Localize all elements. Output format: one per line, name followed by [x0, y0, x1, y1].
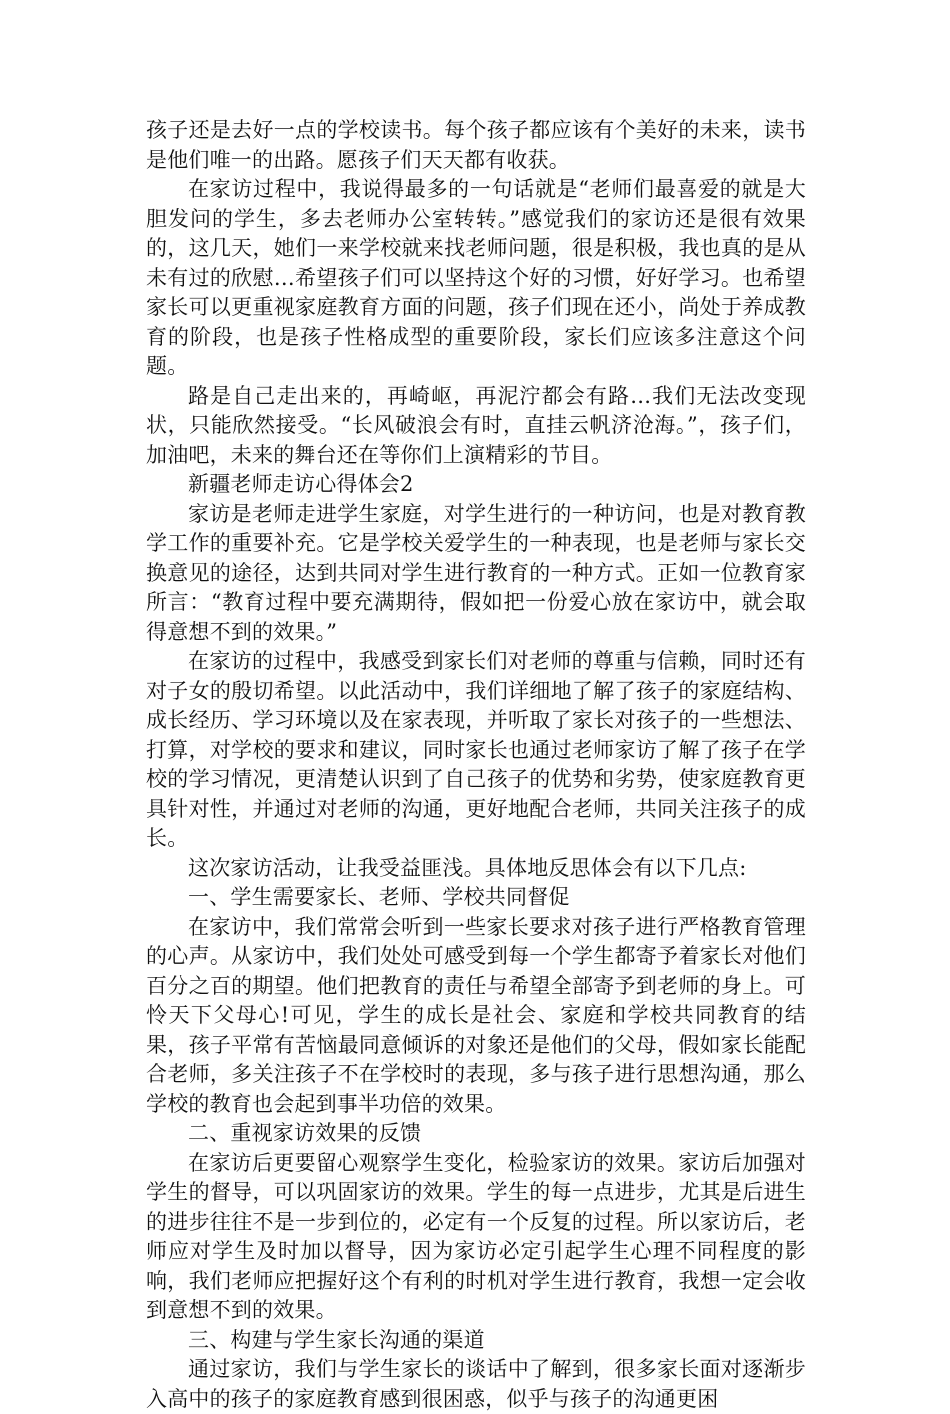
paragraph-continuation: 孩子还是去好一点的学校读书。每个孩子都应该有个美好的未来，读书是他们唯一的出路。愿孩子们天天都有收获。 — [146, 118, 806, 172]
subheading-point-3: 三、构建与学生家长沟通的渠道 — [188, 1327, 485, 1352]
paragraph-point-3: 通过家访，我们与学生家长的谈话中了解到，很多家长面对逐渐步入高中的孩子的家庭教育感到很困惑，似乎与孩子的沟通更困 — [146, 1357, 806, 1411]
document-page — [146, 116, 806, 1414]
paragraph-parents-trust: 在家访的过程中，我感受到家长们对老师的尊重与信赖，同时还有对子女的殷切希望。以此活动中，我们详细地了解了孩子的家庭结构、成长经历、学习环境以及在家表现，并听取了家长对孩子的一些想法、打算，对学校的要求和建议，同时家长也通过老师家访了解了孩子在学校的学习情况，更清楚认识到了自己孩子的优势和劣势，使家庭教育更具针对性，并通过对老师的沟通，更好地配合老师，共同关注孩子的成长。 — [146, 649, 806, 850]
paragraph-road-ahead: 路是自己走出来的，再崎岖，再泥泞都会有路…我们无法改变现状，只能欣然接受。“长风破浪会有时，直挂云帆济沧海。”，孩子们，加油吧，未来的舞台还在等你们上演精彩的节目。 — [146, 383, 806, 467]
paragraph-point-2: 在家访后更要留心观察学生变化，检验家访的效果。家访后加强对学生的督导，可以巩固家访的效果。学生的每一点进步，尤其是后进生的进步往往不是一步到位的，必定有一个反复的过程。所以家访后，老师应对学生及时加以督导，因为家访必定引起学生心理不同程度的影响，我们老师应把握好这个有利的时机对学生进行教育，我想一定会收到意想不到的效果。 — [146, 1150, 806, 1322]
paragraph-home-visit-definition: 家访是老师走进学生家庭，对学生进行的一种访问，也是对教育教学工作的重要补充。它是学校关爱学生的一种表现，也是老师与家长交换意见的途径，达到共同对学生进行教育的一种方式。正如一位教育家所言：“教育过程中要充满期待，假如把一份爱心放在家访中，就会取得意想不到的效果。” — [146, 501, 806, 644]
subheading-point-2: 二、重视家访效果的反馈 — [188, 1121, 422, 1145]
paragraph-reflection-intro: 这次家访活动，让我受益匪浅。具体地反思体会有以下几点: — [188, 855, 747, 880]
paragraph-home-visit-process: 在家访过程中，我说得最多的一句话就是“老师们最喜爱的就是大胆发问的学生，多去老师办公室转转。”感觉我们的家访还是很有效果的，这几天，她们一来学校就来找老师问题，很是积极，我也真的是从未有过的欣慰…希望孩子们可以坚持这个好的习惯，好好学习。也希望家长可以更重视家庭教育方面的问题，孩子们现在还小，尚处于养成教育的阶段，也是孩子性格成型的重要阶段，家长们应该多注意这个问题。 — [146, 177, 806, 378]
paragraph-point-1: 在家访中，我们常常会听到一些家长要求对孩子进行严格教育管理的心声。从家访中，我们处处可感受到每一个学生都寄予着家长对他们百分之百的期望。他们把教育的责任与希望全部寄予到老师的身上。可怜天下父母心!可见，学生的成长是社会、家庭和学校共同教育的结果，孩子平常有苦恼最同意倾诉的对象还是他们的父母，假如家长能配合老师，多关注孩子不在学校时的表现，多与孩子进行思想沟通，那么学校的教育也会起到事半功倍的效果。 — [146, 914, 806, 1116]
section-heading-experience-2: 新疆老师走访心得体会2 — [188, 472, 414, 496]
subheading-point-1: 一、学生需要家长、老师、学校共同督促 — [188, 885, 570, 909]
